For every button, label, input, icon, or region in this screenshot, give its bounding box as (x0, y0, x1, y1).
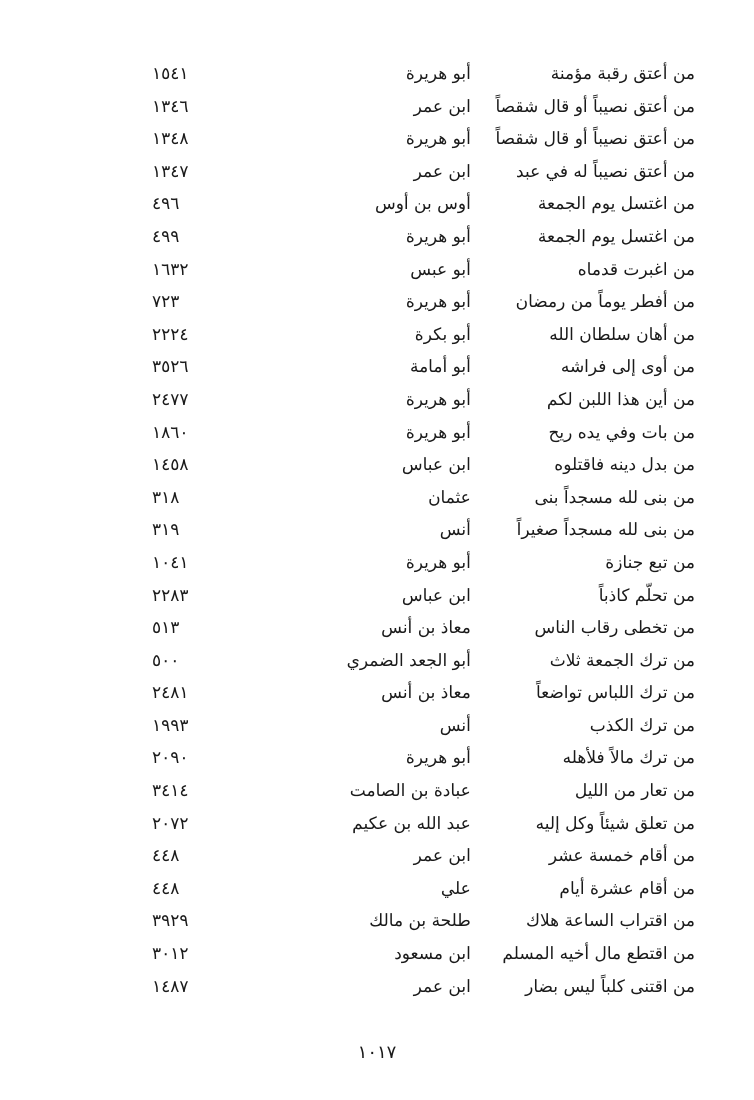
narrator-name: أبو بكرة (414, 324, 471, 345)
hadith-text: من أين هذا اللبن لكم (546, 389, 695, 410)
hadith-number: ١٦٣٢ (152, 259, 189, 280)
index-row (150, 254, 695, 287)
hadith-text: من أقام عشرة أيام (559, 878, 695, 899)
hadith-number: ١٨٦٠ (152, 422, 189, 443)
index-row (150, 514, 695, 547)
narrator-name: ابن عمر (413, 96, 471, 117)
narrator-name: ابن عباس (401, 585, 471, 606)
narrator-name: عبد الله بن عكيم (352, 813, 471, 834)
hadith-number: ٣٥٢٦ (152, 357, 189, 378)
hadith-number: ١٥٤١ (152, 64, 189, 84)
narrator-name: أبو الجعد الضمري (346, 650, 471, 671)
hadith-text: من أفطر يوماً من رمضان (515, 292, 695, 313)
hadith-number: ١٤٥٨ (152, 455, 189, 476)
hadith-text: من اقتراب الساعة هلاك (526, 911, 695, 932)
index-row (150, 742, 695, 775)
hadith-text: من بنى لله مسجداً بنى (534, 487, 695, 508)
hadith-text: من تخطى رقاب الناس (534, 618, 695, 639)
hadith-text: من بات وفي يده ريح (548, 422, 695, 443)
hadith-text: من ترك مالاً فلأهله (562, 748, 695, 769)
hadith-number: ١٩٩٣ (152, 715, 189, 736)
hadith-text: من اغتسل يوم الجمعة (537, 194, 695, 215)
narrator-name: أبو هريرة (405, 226, 471, 247)
index-row (150, 449, 695, 482)
narrator-name: ابن مسعود (394, 944, 471, 965)
hadith-text: من تعلق شيئاً وكل إليه (535, 813, 695, 834)
index-row (150, 58, 695, 91)
narrator-name: أبو هريرة (405, 552, 471, 573)
hadith-number: ٤٩٩ (152, 226, 180, 247)
index-row (150, 612, 695, 645)
index-row (150, 645, 695, 678)
index-row (150, 188, 695, 221)
hadith-text: من أهان سلطان الله (549, 324, 695, 345)
hadith-text: من أوى إلى فراشه (560, 357, 695, 378)
narrator-name: أبو هريرة (405, 389, 471, 410)
page-number: ١٠١٧ (357, 1042, 397, 1063)
hadith-text: من ترك اللباس تواضعاً (535, 683, 695, 704)
hadith-text: من أعتق نصيباً أو قال شقصاً (495, 96, 695, 117)
narrator-name: أبو هريرة (405, 422, 471, 443)
hadith-text: من ترك الجمعة ثلاث (549, 650, 695, 671)
index-row (150, 580, 695, 613)
narrator-name: أنس (439, 520, 471, 541)
hadith-number: ٢٤٨١ (152, 683, 189, 704)
hadith-text: من تعار من الليل (574, 781, 695, 802)
index-row (150, 808, 695, 841)
index-row (150, 384, 695, 417)
index-row (150, 91, 695, 124)
narrator-name: أبو هريرة (405, 292, 471, 313)
narrator-name: علي (440, 878, 471, 899)
index-row (150, 351, 695, 384)
hadith-number: ١٣٤٧ (152, 161, 189, 182)
index-row (150, 156, 695, 189)
index-row (150, 971, 695, 1004)
index-row (150, 221, 695, 254)
hadith-text: من تبع جنازة (605, 552, 695, 573)
index-row (150, 547, 695, 580)
hadith-text: من أعتق نصيباً له في عبد (516, 161, 695, 182)
narrator-name: معاذ بن أنس (381, 683, 471, 704)
hadith-number: ٣١٨ (152, 487, 180, 508)
hadith-number: ٤٩٦ (152, 194, 180, 215)
narrator-name: ابن عمر (413, 846, 471, 867)
index-row (150, 840, 695, 873)
hadith-number: ٣٩٢٩ (152, 911, 189, 932)
hadith-number: ١٣٤٨ (152, 129, 189, 150)
narrator-name: ابن عمر (413, 161, 471, 182)
narrator-name: أبو هريرة (405, 748, 471, 769)
hadith-number: ٥٠٠ (152, 650, 180, 671)
hadith-number: ٢٠٧٢ (152, 813, 189, 834)
hadith-number: ٢٢٨٣ (152, 585, 189, 606)
hadith-number: ٣٠١٢ (152, 944, 189, 965)
hadith-number: ٤٤٨ (152, 846, 180, 867)
hadith-number: ٢٢٢٤ (152, 324, 189, 345)
hadith-text: من أعتق رقبة مؤمنة (550, 64, 695, 84)
hadith-text: من تحلّم كاذباً (598, 585, 695, 606)
narrator-name: أوس بن أوس (374, 194, 471, 215)
index-row (150, 482, 695, 515)
narrator-name: أبو عبس (410, 259, 471, 280)
narrator-name: ابن عمر (413, 976, 471, 997)
narrator-name: عبادة بن الصامت (349, 781, 471, 802)
hadith-number: ٥١٣ (152, 618, 180, 639)
index-row (150, 905, 695, 938)
hadith-index-table (150, 58, 695, 1003)
hadith-number: ٣١٩ (152, 520, 180, 541)
hadith-number: ٤٤٨ (152, 878, 180, 899)
narrator-name: أنس (439, 715, 471, 736)
hadith-text: من أعتق نصيباً أو قال شقصاً (495, 129, 695, 150)
hadith-text: من اغتسل يوم الجمعة (537, 226, 695, 247)
index-row (150, 938, 695, 971)
hadith-number: ٢٠٩٠ (152, 748, 189, 769)
index-row (150, 775, 695, 808)
narrator-name: عثمان (428, 487, 471, 508)
index-row (150, 417, 695, 450)
narrator-name: طلحة بن مالك (369, 911, 471, 932)
hadith-text: من اقتطع مال أخيه المسلم (502, 944, 695, 965)
index-row (150, 710, 695, 743)
hadith-number: ٣٤١٤ (152, 781, 189, 802)
hadith-number: ٧٢٣ (152, 292, 180, 313)
hadith-text: من ترك الكذب (589, 715, 695, 736)
hadith-text: من اقتنى كلباً ليس بضار (525, 976, 695, 997)
hadith-text: من بنى لله مسجداً صغيراً (516, 520, 695, 541)
narrator-name: أبو هريرة (405, 129, 471, 150)
hadith-text: من أقام خمسة عشر (548, 846, 695, 867)
hadith-text: من اغبرت قدماه (577, 259, 695, 280)
hadith-number: ١٣٤٦ (152, 96, 189, 117)
index-row (150, 123, 695, 156)
hadith-number: ٢٤٧٧ (152, 389, 189, 410)
hadith-number: ١٠٤١ (152, 552, 189, 573)
hadith-number: ١٤٨٧ (152, 976, 189, 997)
index-row (150, 873, 695, 906)
hadith-text: من بدل دينه فاقتلوه (554, 455, 695, 476)
narrator-name: أبو أمامة (409, 357, 471, 378)
narrator-name: معاذ بن أنس (381, 618, 471, 639)
narrator-name: أبو هريرة (405, 64, 471, 84)
index-row (150, 286, 695, 319)
narrator-name: ابن عباس (401, 455, 471, 476)
index-row (150, 319, 695, 352)
index-row (150, 677, 695, 710)
